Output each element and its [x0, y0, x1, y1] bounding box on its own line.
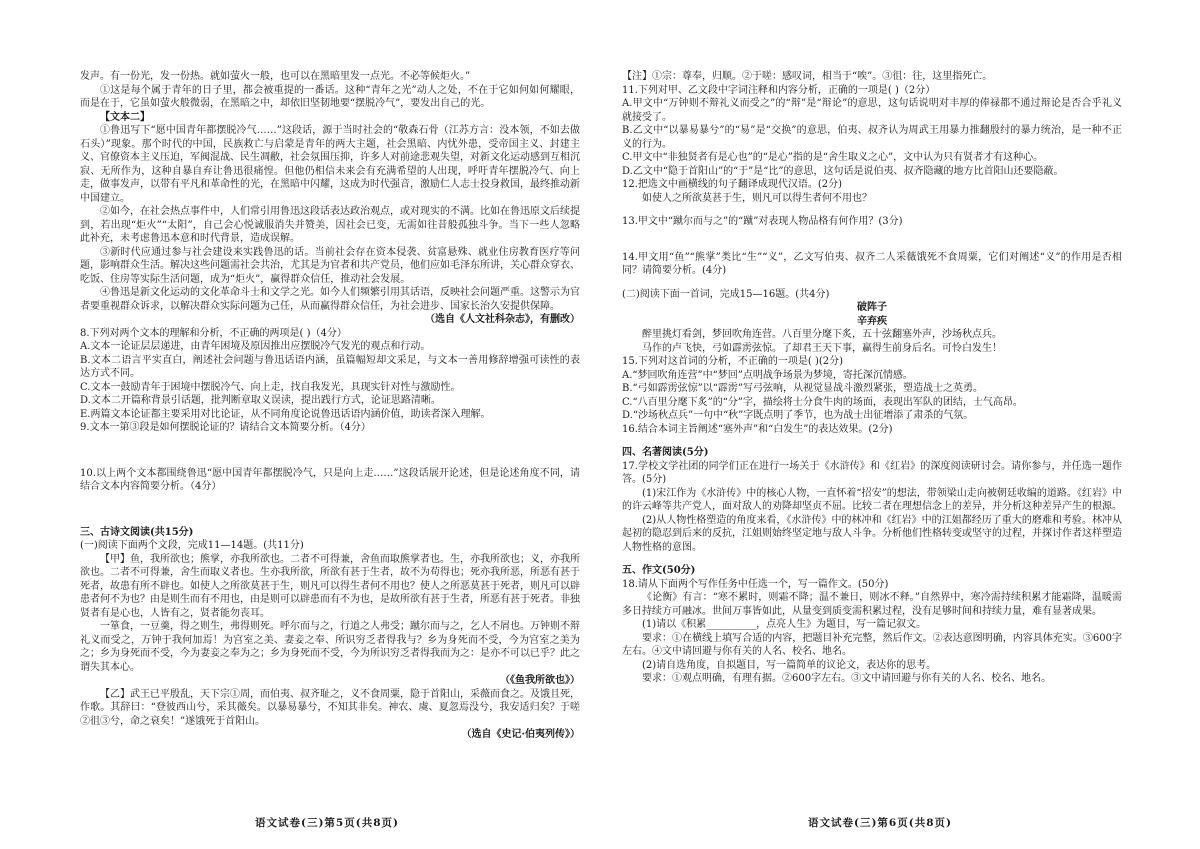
left-paragraph: （选自《史记·伯夷列传》）: [461, 729, 580, 740]
right-paragraph: 要求：①观点明确，有理有据。②600字左右。③文中请回避与你有关的人名、校名、地名。: [642, 673, 1052, 684]
right-paragraph: D.乙文中“隐于首阳山”的“于”是“比”的意思，这句话是说伯夷、叔齐隐藏的地方比首阳山还要隐蔽。: [622, 165, 1064, 177]
right-paragraph: 13.甲文中“蹴尔而与之”的“蹴”对表现人物品格有何作用？(3分): [622, 216, 903, 227]
left-paragraph: 【乙】武王已平殷乱，天下宗①周，而伯夷、叔齐耻之，义不食周粟，隐于首阳山，采薇而食之。及饿且死，作歌。其辞曰：“登彼西山兮，采其薇矣。以暴易暴兮，不知其非矣。神农、虞、夏忽焉没兮，我安适归矣？于嗟②徂③兮，命之衰矣！”遂饿死于首阳山。: [80, 688, 580, 727]
left-paragraph: ③新时代应通过参与社会建设来实践鲁迅的话。当前社会存在资本侵袭、贫富悬殊、就业住房教育医疗等问题，影响群众生活。解决这些问题需社会共治，尤其是为官者和共产党员，他们应如毛泽东所讲，关心群众穿衣、吃饭、住房等实际生活问题，成为“炬火”，赢得群众信任，推动社会发展。: [80, 246, 580, 285]
right-paragraph: D.“沙场秋点兵”一句中“秋”字既点明了季节，也为战士出征增添了肃杀的气氛。: [622, 410, 974, 421]
right-answer-space: [622, 229, 1122, 251]
left-paragraph: C.文本一鼓励青年于困境中摆脱冷气、向上走，找自我发光，具现实针对性与激励性。: [80, 381, 461, 393]
page-footer-left: 语文试卷(三)第5页(共8页): [255, 817, 399, 829]
right-paragraph: 马作的卢飞快，弓如霹雳弦惊。了却君王天下事，赢得生前身后名。可怜白发生！: [642, 342, 1002, 354]
left-paragraph: （选自《人文社科杂志》，有删改）: [425, 314, 580, 325]
left-answer-space: [80, 435, 580, 467]
left-paragraph: 【甲】鱼，我所欲也；熊掌，亦我所欲也。二者不可得兼，舍鱼而取熊掌者也。生，亦我所欲也；义，亦我所欲也。二者不可得兼，舍生而取义者也。生亦我所欲，所欲有甚于生者，故不为苟得也；死亦我所恶，所恶有甚于死者，故患有所不辟也。如使人之所欲莫甚于生，则凡可以得生者何不用也？使人之所恶莫甚于死者，则凡可以辟患者何不为也？由是则生而有不用也，由是则可以辟患而有不为也，是故所欲有甚于生者，所恶有甚于死者。非独贤者有是心也，人皆有之，贤者能勿丧耳。: [80, 553, 580, 619]
right-paragraph: (2)从人物性格塑造的角度来看，《水浒传》中的林冲和《红岩》中的江姐都经历了重大的磨难和考验。林冲从起初的隐忍到后来的反抗，江姐则始终坚定地与敌人斗争。分析他们性格转变或坚守的过程，并探讨作者这样塑造人物性格的意图。: [622, 514, 1122, 553]
left-paragraph: 一箪食，一豆羹，得之则生，弗得则死。呼尔而与之，行道之人弗受；蹴尔而与之，乞人不屑也。万钟则不辩礼义而受之，万钟于我何加焉！为宫室之美、妻妾之奉、所识穷乏者得我与？乡为身死而不受，今为宫室之美为之；乡为身死而不受，今为妻妾之奉为之；乡为身死而不受，今为所识穷乏者得我而为之：是亦不可以已乎？此之谓失其本心。: [80, 621, 580, 673]
left-paragraph: 三、古诗文阅读(共15分): [80, 526, 194, 538]
right-paragraph: 【注】①宗：尊奉，归顺。②于嗟：感叹词，相当于“唉”。③徂：往，这里指死亡。: [622, 71, 993, 82]
left-paragraph: ①鲁迅写下“愿中国青年都摆脱冷气……”这段话，源于当时社会的“敬森石骨（江苏方言：没本领，不如去做石头）”现象。那个时代的中国，民族救亡与启蒙是青年的两大主题，社会黑暗、内忧外患，受帝国主义、封建主义、官僚资本主义压迫，军阀混战、民生凋敝，社会氛围压抑，许多人对前途悲观失望，对新文化运动感到互相沉寂、无所作为，这种自暴自弃让鲁迅很痛惶。但他仍相信未来会有充满希望的人出现，呼吁青年摆脱冷气、向上走，做事发声，以带有平凡和革命性的光，在黑暗中闪耀，这成为时代强音，激励仁人志士投身救国，最终推动新中国建立。: [80, 125, 580, 204]
left-paragraph: 8.下列对两个文本的理解和分析，不正确的两项是( )（4分）: [80, 327, 347, 339]
right-paragraph: (2)请自选角度，自拟题目，写一篇简单的议论文，表达你的思考。: [642, 659, 937, 671]
right-paragraph: (二)阅读下面一首词，完成15—16题。(共4分): [622, 288, 830, 300]
right-paragraph: 18.请从下面两个写作任务中任选一个，写一篇作文。(50分): [622, 578, 889, 590]
right-paragraph: A.“梦回吹角连营”中“梦回”点明战争场景为梦境，寄托深沉情感。: [622, 369, 913, 381]
left-answer-space: [80, 494, 580, 526]
left-paragraph: (一)阅读下面两个文段，完成11—14题。(共11分): [80, 540, 304, 551]
right-answer-space: [622, 205, 1122, 215]
right-paragraph: 17.学校文学社团的同学们正在进行一场关于《水浒传》和《红岩》的深度阅读研讨会。请你参与，并任选一题作答。(5分): [622, 460, 1122, 485]
right-paragraph: 醉里挑灯看剑，梦回吹角连营。八百里分麾下炙，五十弦翻塞外声，沙场秋点兵。: [642, 329, 1002, 340]
right-paragraph: 要求：①在横线上填写合适的内容，把题目补充完整，然后作文。②表达意图明确，内容具体充实。③600字左右。④文中请回避与你有关的人名、校名、地名。: [622, 632, 1122, 657]
left-paragraph: A.文本一论证层层递进，由青年困境及原因推出应摆脱冷气发光的观点和行动。: [80, 341, 431, 352]
right-answer-space: [622, 436, 1122, 446]
right-paragraph: C.“八百里分麾下炙”的“分”字，描绘将士分食牛肉的场面，表现出军队的团结，士气高昂。: [622, 396, 1023, 408]
right-paragraph: 四、名著阅读(5分): [622, 447, 709, 458]
right-paragraph: (1)宋江作为《水浒传》中的核心人物，一直怀着“招安”的想法，带领梁山走向被朝廷收编的道路。《红岩》中的许云峰等共产党人，面对敌人的劝降却坚贞不屈。比较二者在理想信念上的差异，并分析这种差异产生的根源。: [622, 487, 1122, 512]
right-paragraph: 《论衡》有言：“寒不累时，则霜不降；温不兼日，则冰不释。”自然界中，寒冷需持续积累才能霜降，温暖需多日持续方可融冰。世间万事皆如此，从量变到质变需积累过程，没有足够时间和持续力量，难有显著成果。: [622, 592, 1122, 617]
page-footer-right: 语文试卷(三)第6页(共8页): [808, 817, 952, 829]
right-paragraph: 如使人之所欲莫甚于生，则凡可以得生者何不用也？: [642, 192, 872, 204]
right-paragraph: A.甲文中“万钟则不辩礼义而受之”的“辩”是“辩论”的意思，这句话说明对丰厚的俸禄都不通过辩论是否合乎礼义就接受了。: [622, 98, 1122, 123]
left-paragraph: （《鱼我所欲也》）: [500, 675, 580, 686]
right-paragraph: 五、作文(50分): [622, 565, 696, 576]
right-paragraph: B.“弓如霹雳弦惊”以“霹雳”写弓弦响，从视觉显战斗激烈紧张，塑造战士之英勇。: [622, 383, 983, 394]
right-answer-space: [622, 278, 1122, 288]
left-paragraph: E.两篇文本论证都主要采用对比论证，从不同角度论说鲁迅话语内涵价值，助读者深入理解。: [80, 408, 491, 420]
left-paragraph: 10.以上两个文本都围绕鲁迅“愿中国青年都摆脱冷气，只是向上走……”这段话展开论述，但是论述角度不同，请结合文本内容简要分析。（4分）: [80, 467, 580, 492]
left-paragraph: 9.文本一第③段是如何摆脱论证的？请结合文本简要分析。（4分）: [80, 422, 371, 433]
left-paragraph: 【文本二】: [100, 111, 150, 123]
left-paragraph: ②如今，在社会热点事件中，人们常引用鲁迅这段话表达政治观点，或对现实的不满。比如在鲁迅原文后续提到，若出现“炬火”“太阳”，自己会心悦诚服消失并赞美，因社会已变，无需如往昔般孤独斗争。当下一些人忽略此补充，未考虑鲁迅本意和时代背景，造成误解。: [80, 206, 580, 244]
right-paragraph: (1)请以《积累__________，点亮人生》为题目，写一篇记叙文。: [642, 619, 927, 630]
right-paragraph: B.乙文中“以暴易暴兮”的“易”是“交换”的意思，伯夷、叔齐认为周武王用暴力推翻殷纣的暴力统治，是一种不正义的行为。: [622, 125, 1122, 150]
left-paragraph: 发声。有一份光，发一份热。就如萤火一般，也可以在黑暗里发一点光。不必等候炬火。”: [80, 71, 471, 82]
left-paragraph: ①这是每个属于青年的日子里，都会被重提的一番话。这种“青年之光”动人之处，不在于它如何如何耀眼，而是在于，它虽如萤火般微弱，在黑暗之中，却依旧坚韧地要“摆脱冷气”，要发出自己的光。: [80, 84, 580, 109]
right-paragraph: 破阵子: [857, 302, 887, 313]
right-paragraph: 15.下列对这首词的分析，不正确的一项是( )(2分): [622, 356, 844, 367]
right-page-column: [622, 70, 1122, 810]
right-paragraph: 16.结合本词主旨阐述“塞外声”和“白发生”的表达效果。(2分): [622, 423, 893, 435]
left-paragraph: B.文本二语言平实直白，阐述社会问题与鲁迅话语内涵，虽篇幅短却文采足，与文本一善用修辞增强可读性的表达方式不同。: [80, 354, 580, 379]
right-paragraph: 14.甲文用“鱼”“熊掌”类比“生”“义”，乙文写伯夷、叔齐二人采薇饿死不食周粟，它们对阐述“义”的作用是否相同？请简要分析。(4分): [622, 251, 1122, 276]
right-answer-space: [622, 554, 1122, 564]
right-paragraph: 11.下列对甲、乙文段中字词注释和内容分析，正确的一项是( )（2分）: [622, 84, 936, 96]
left-paragraph: ④鲁迅是新文化运动的文化革命斗士和文学之光。如今人们频繁引用其话语，反映社会问题严重。这警示为官者要重视群众诉求，以解决群众实际问题为己任，从而赢得群众信任，为社会进步、国家长治久安提供保障。: [80, 287, 580, 312]
left-page-column: [80, 70, 580, 810]
left-paragraph: D.文本二开篇称背景引话题，批判断章取义误读，提出践行方式，论证思路清晰。: [80, 395, 441, 406]
right-paragraph: 辛弃疾: [857, 315, 887, 327]
right-paragraph: C.甲文中“非独贤者有是心也”的“是心”指的是“舍生取义之心”，文中认为只有贤者才有这种心。: [622, 152, 1044, 163]
right-paragraph: 12.把选文中画横线的句子翻译成现代汉语。(2分): [622, 179, 843, 190]
